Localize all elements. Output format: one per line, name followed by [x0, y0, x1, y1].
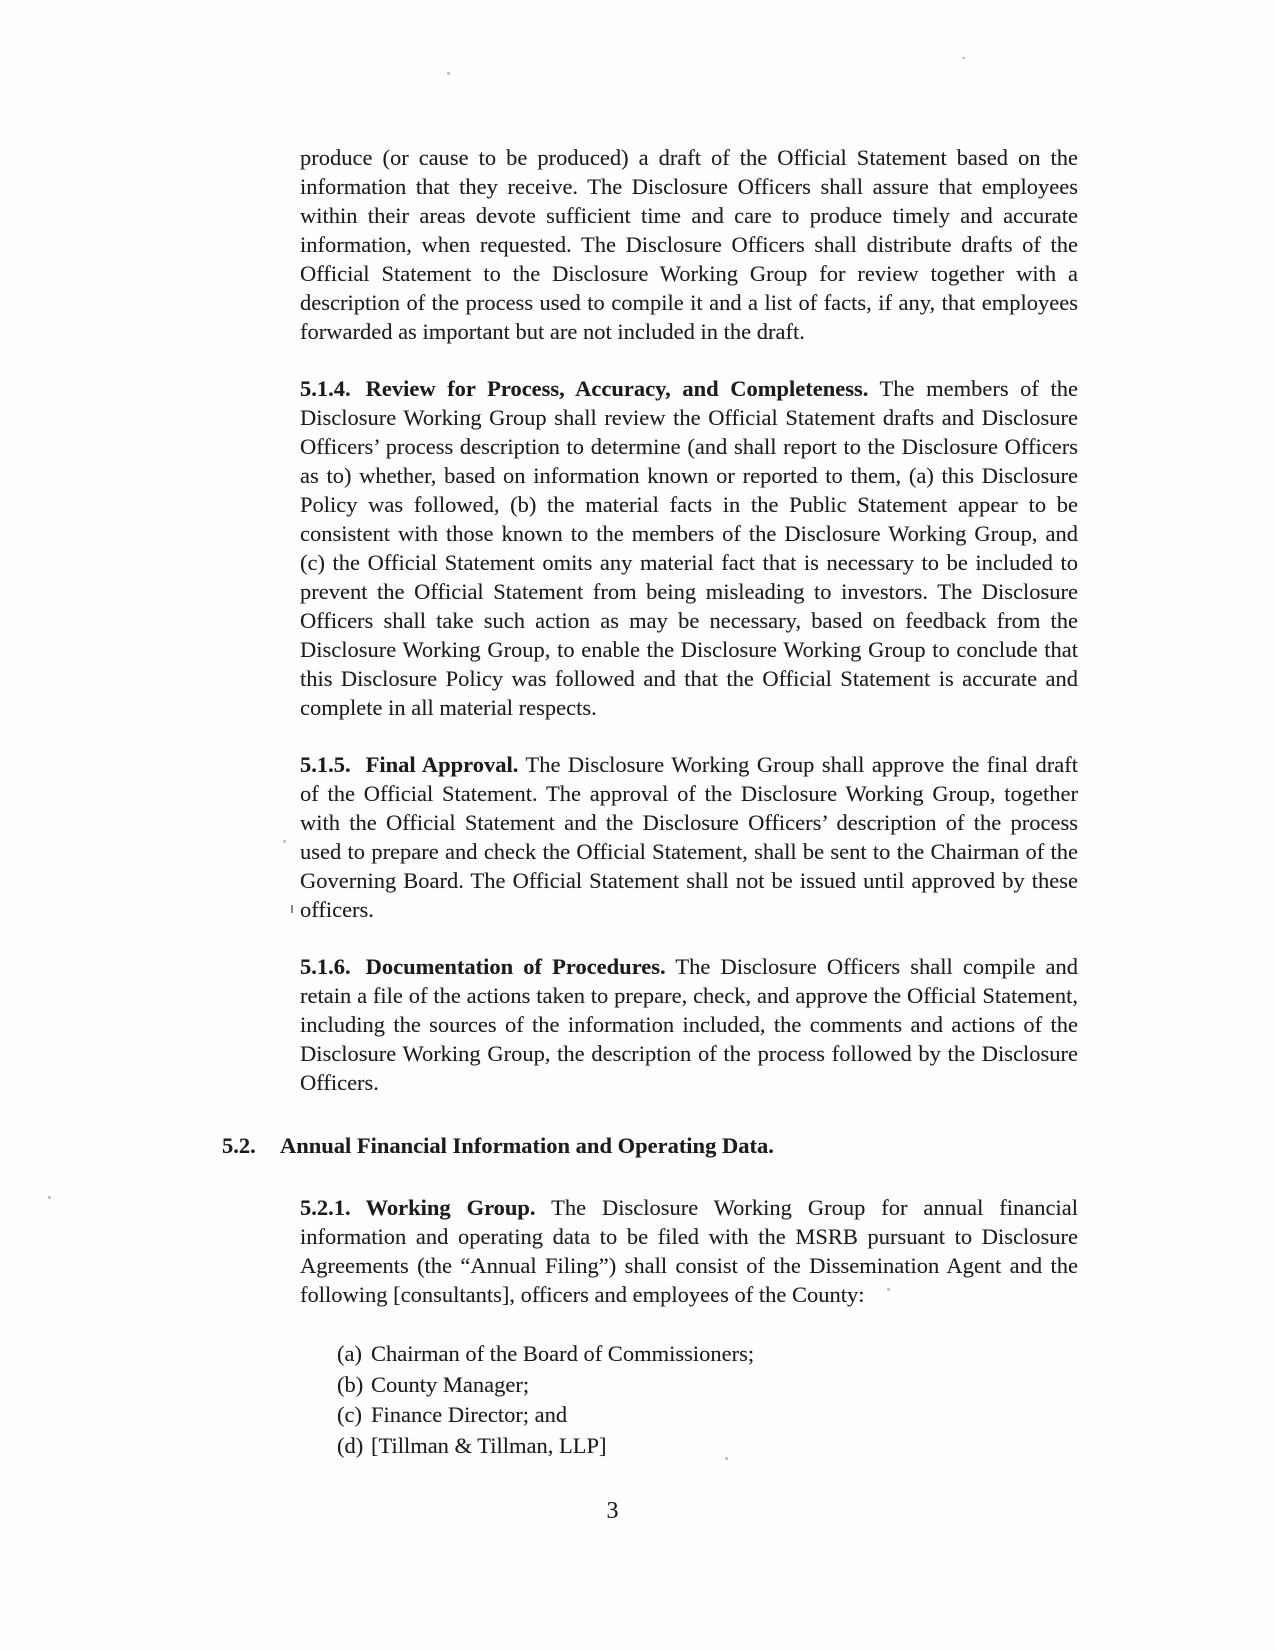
section-5-1-5 [300, 750, 1078, 924]
list-item-label: (d) [337, 1432, 364, 1458]
list-item-text: Chairman of the Board of Commissioners; [371, 1341, 755, 1366]
scan-speck [962, 57, 965, 59]
section-5-1-4-number: 5.1.4. [300, 376, 351, 401]
section-5-1-4-body: The members of the Disclosure Working Group shall review the Official Statement drafts and Disclosure Officers’ process description to determine (and shall report to the Disclosure Officers as to) whether, based on information known or reported to them, (a) this Disclosure Policy was followed, (b) the material facts in the Public Statement appear to be consistent with those known to the members of the Disclosure Working Group, and (c) the Official Statement omits any material fact that is necessary to be included to prevent the Official Statement from being misleading to investors. The Disclosure Officers shall take such action as may be necessary, based on feedback from the Disclosure Working Group, to enable the Disclosure Working Group to conclude that this Disclosure Policy was followed and that the Official Statement is accurate and complete in all material respects. [300, 376, 1079, 720]
working-group-list [337, 1339, 1078, 1461]
section-5-2-title: Annual Financial Information and Operating Data. [280, 1133, 774, 1158]
section-5-1-4-title: Review for Process, Accuracy, and Completeness. [365, 376, 869, 401]
section-5-2-heading [222, 1131, 1078, 1160]
paragraph-continuation: produce (or cause to be produced) a draft of the Official Statement based on the information that they receive. The Disclosure Officers shall assure that employees within their areas devote sufficient time and care to produce timely and accurate information, when requested. The Disclosure Officers shall distribute drafts of the Official Statement to the Disclosure Working Group for review together with a description of the process used to compile it and a list of facts, if any, that employees forwarded as important but are not included in the draft. [300, 145, 1078, 344]
list-item-text: County Manager; [371, 1371, 530, 1397]
scan-speck [725, 1457, 728, 1460]
document-body [222, 143, 1079, 1461]
section-5-1-5-number: 5.1.5. [300, 752, 351, 777]
section-5-2-1-number: 5.2.1. [300, 1195, 351, 1220]
section-5-2-1-title: Working Group. [365, 1195, 536, 1220]
list-item-text: [Tillman & Tillman, LLP] [371, 1432, 607, 1458]
scan-speck [283, 840, 286, 843]
list-item-label: (c) [337, 1402, 362, 1427]
list-item-label: (b) [337, 1371, 364, 1397]
list-item-label: (a) [337, 1341, 362, 1366]
section-5-1-5-title: Final Approval. [365, 752, 519, 777]
scan-speck [48, 1196, 51, 1199]
list-item [337, 1431, 1078, 1462]
section-5-2-1 [300, 1193, 1078, 1309]
scan-speck [887, 1288, 890, 1291]
section-5-2-number: 5.2. [222, 1133, 256, 1158]
section-5-1-6-title: Documentation of Procedures. [365, 954, 666, 979]
list-item [337, 1339, 1078, 1370]
section-5-2-1-body: The Disclosure Working Group for annual financial information and operating data to be filed with the MSRB pursuant to Disclosure Agreements (the “Annual Filing”) shall consist of the Dissemination Agent and the following [consultants], officers and employees of the County: [300, 1195, 1078, 1307]
section-5-1-6 [300, 952, 1078, 1097]
section-5-1-6-body: The Disclosure Officers shall compile and retain a file of the actions taken to prepare, check, and approve the Official Statement, including the sources of the information included, the comments and actions of the Disclosure Working Group, the description of the process followed by the Disclosure Officers. [300, 954, 1078, 1095]
list-item [337, 1370, 1078, 1401]
scan-speck [447, 72, 450, 75]
list-item [337, 1400, 1078, 1431]
section-5-1-4 [300, 374, 1078, 722]
section-5-1-5-body: The Disclosure Working Group shall approve the final draft of the Official Statement. The approval of the Disclosure Working Group, together with the Official Statement and the Disclosure Officers’ description of the process used to prepare and check the Official Statement, shall be sent to the Chairman of the Governing Board. The Official Statement shall not be issued until approved by these officers. [300, 752, 1078, 922]
list-item-text: Finance Director; and [371, 1402, 568, 1427]
page-number: 3 [606, 1498, 619, 1524]
section-5-1-6-number: 5.1.6. [300, 954, 351, 979]
scan-speck [291, 905, 293, 913]
